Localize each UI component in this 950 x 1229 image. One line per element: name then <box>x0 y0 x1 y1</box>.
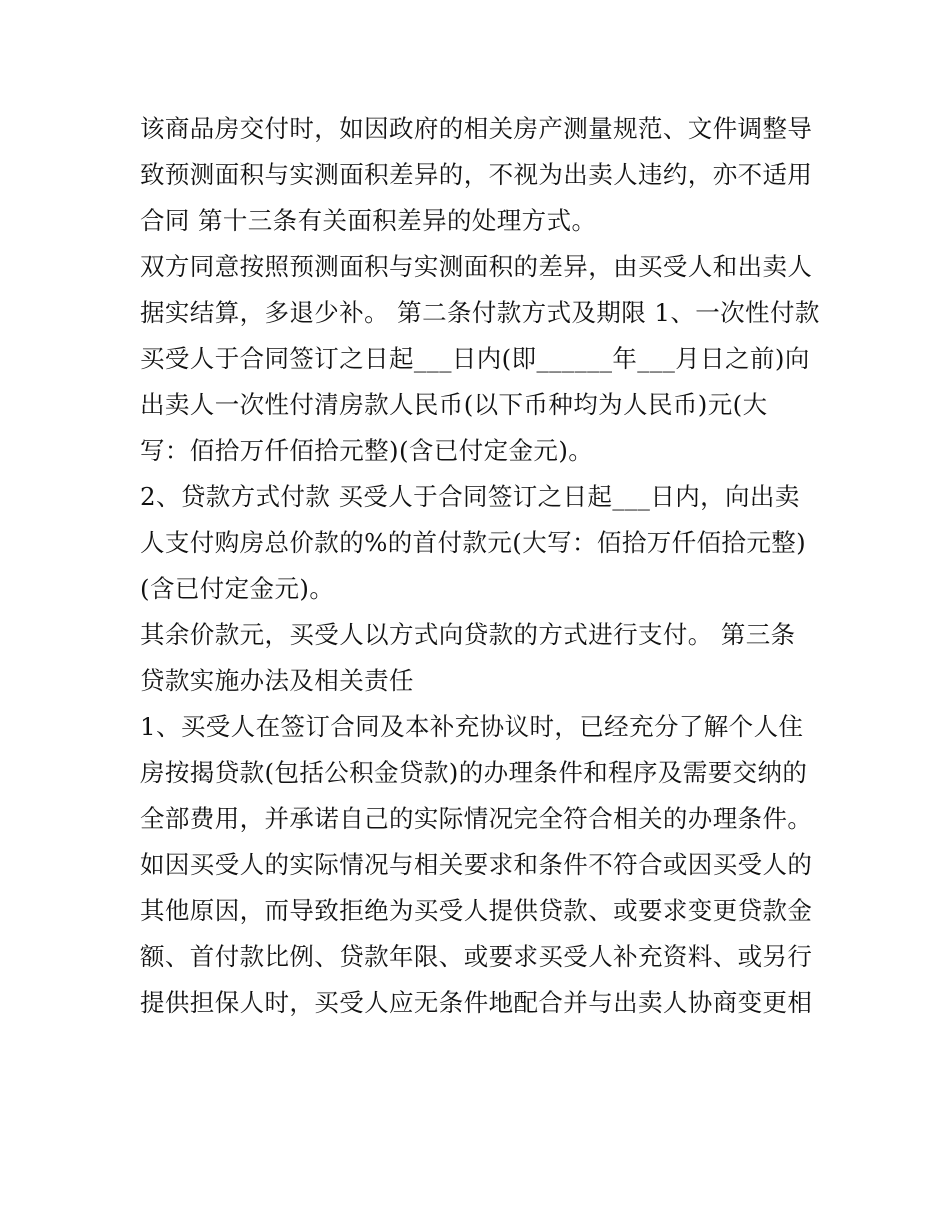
text-line: 贷款实施办法及相关责任 <box>140 666 414 695</box>
text-line: 出卖人一次性付清房款人民币(以下币种均为人民币)元(大 <box>140 390 768 419</box>
text-line: 全部费用，并承诺自己的实际情况完全符合相关的办理条件。 <box>140 804 813 833</box>
text-line: 买受人于合同签订之日起___日内(即______年___月日之前)向 <box>140 344 810 373</box>
text-line: 2、贷款方式付款 买受人于合同签订之日起___日内，向出卖 <box>140 482 800 511</box>
text-line: 其余价款元，买受人以方式向贷款的方式进行支付。 第三条 <box>140 620 796 649</box>
contract-text-block <box>140 106 820 1026</box>
text-line: 其他原因，而导致拒绝为买受人提供贷款、或要求变更贷款金 <box>140 896 813 925</box>
text-line: 1、买受人在签订合同及本补充协议时，已经充分了解个人住 <box>140 712 804 741</box>
text-line: 该商品房交付时，如因政府的相关房产测量规范、文件调整导 <box>140 114 813 143</box>
text-line: 致预测面积与实测面积差异的，不视为出卖人违约，亦不适用 <box>140 160 813 189</box>
text-line: 额、首付款比例、贷款年限、或要求买受人补充资料、或另行 <box>140 942 813 971</box>
text-line: 如因买受人的实际情况与相关要求和条件不符合或因买受人的 <box>140 850 813 879</box>
text-line: 房按揭贷款(包括公积金贷款)的办理条件和程序及需要交纳的 <box>140 758 808 787</box>
text-line: 人支付购房总价款的%的首付款元(大写：佰拾万仟佰拾元整) <box>140 528 807 557</box>
text-line: (含已付定金元)。 <box>140 574 335 603</box>
text-line: 合同 第十三条有关面积差异的处理方式。 <box>140 206 597 235</box>
text-line: 写：佰拾万仟佰拾元整)(含已付定金元)。 <box>140 436 594 465</box>
text-line: 据实结算，多退少补。 第二条付款方式及期限 1、一次性付款 <box>140 298 820 327</box>
text-line: 提供担保人时，买受人应无条件地配合并与出卖人协商变更相 <box>140 988 813 1017</box>
text-line: 双方同意按照预测面积与实测面积的差异，由买受人和出卖人 <box>140 252 813 281</box>
